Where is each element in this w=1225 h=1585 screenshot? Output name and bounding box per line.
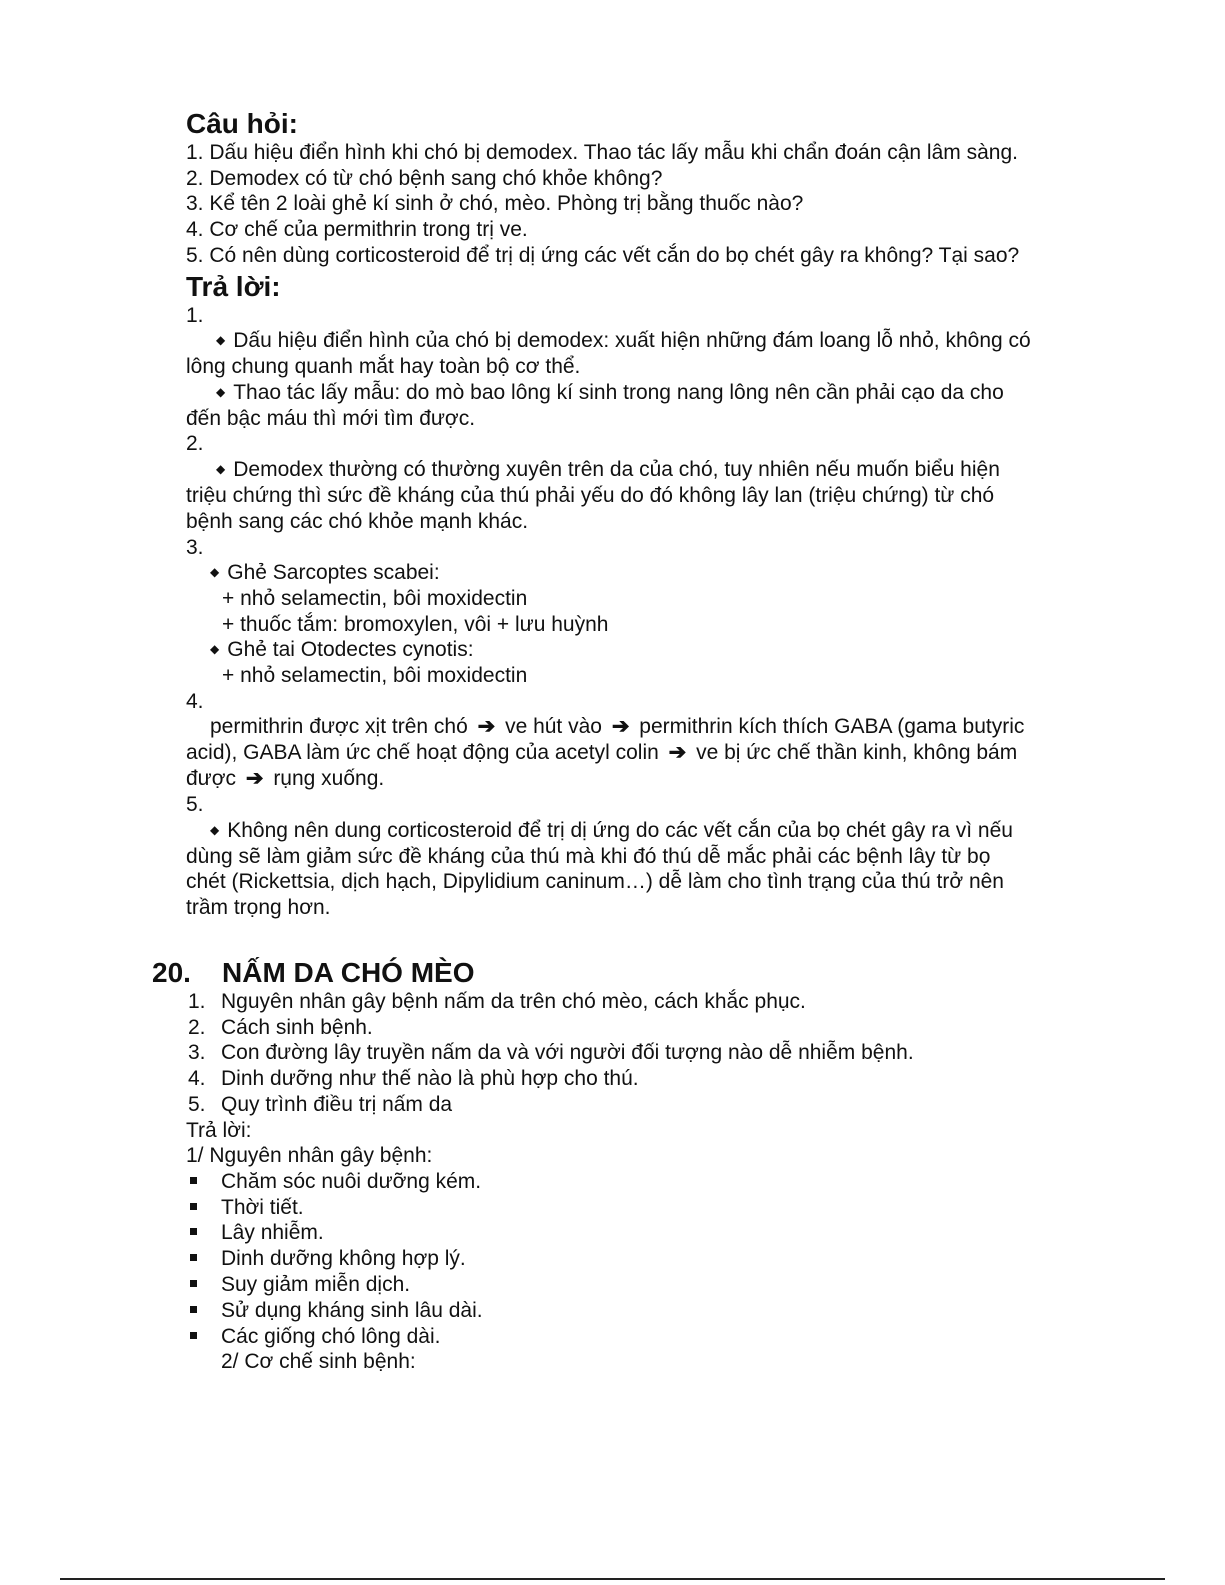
section-question-1: Nguyên nhân gây bệnh nấm da trên chó mèo, cách khắc phục. <box>221 990 806 1013</box>
square-bullet-icon <box>190 1280 197 1287</box>
diamond-bullet-icon: ◆ <box>210 642 220 656</box>
answer-1-bullet-1-cont: lông chung quanh mắt hay toàn bộ cơ thể. <box>186 355 581 378</box>
cause-item <box>190 1169 197 1195</box>
section-question-3: Con đường lây truyền nấm da và với người đối tượng nào dễ nhiễm bệnh. <box>221 1041 914 1064</box>
diamond-bullet-icon: ◆ <box>210 823 220 837</box>
section-question-4-number: 4. <box>188 1067 206 1090</box>
section-title: NẤM DA CHÓ MÈO <box>222 957 475 988</box>
answer-3-mite-1: ◆ Ghẻ Sarcoptes scabei: <box>210 561 440 584</box>
right-arrow-icon: ➔ <box>668 741 687 764</box>
answer-1-bullet-2-cont: đến bậc máu thì mới tìm được. <box>186 407 476 430</box>
section-answer-label: Trả lời: <box>186 1119 252 1142</box>
question-3: 3. Kể tên 2 loài ghẻ kí sinh ở chó, mèo. Phòng trị bằng thuốc nào? <box>186 192 804 215</box>
square-bullet-icon <box>190 1306 197 1313</box>
diamond-bullet-icon: ◆ <box>216 462 226 476</box>
section-question-3-number: 3. <box>188 1041 206 1064</box>
cause-item-text: Suy giảm miễn dịch. <box>221 1273 411 1296</box>
cause-item <box>190 1220 197 1246</box>
square-bullet-icon <box>190 1228 197 1235</box>
answer-3-mite-1-treatment-1: + nhỏ selamectin, bôi moxidectin <box>222 587 528 610</box>
answer-1-bullet-1: ◆ Dấu hiệu điển hình của chó bị demodex: xuất hiện những đám loang lỗ nhỏ, không có <box>216 329 1031 352</box>
question-5: 5. Có nên dùng corticosteroid để trị dị ứng các vết cắn do bọ chét gây ra không? Tại sao? <box>186 244 1020 267</box>
section-question-5: Quy trình điều trị nấm da <box>221 1093 453 1116</box>
answer-4-number: 4. <box>186 690 204 713</box>
answer-3-number: 3. <box>186 536 204 559</box>
answer-2-line-2: triệu chứng thì sức đề kháng của thú phải yếu do đó không lây lan (triệu chứng) từ chó <box>186 484 995 507</box>
answer-2-number: 2. <box>186 432 204 455</box>
questions-heading: Câu hỏi: <box>186 108 298 139</box>
answer-3-mite-1-treatment-2: + thuốc tắm: bromoxylen, vôi + lưu huỳnh <box>222 613 609 636</box>
right-arrow-icon: ➔ <box>477 715 496 738</box>
answer-5-line-1: ◆ Không nên dung corticosteroid để trị dị ứng do các vết cắn của bọ chét gây ra vì nếu <box>210 819 1013 842</box>
cause-item <box>190 1298 197 1324</box>
answer-4-line-1: permithrin được xịt trên chó ➔ ve hút vào ➔ permithrin kích thích GABA (gama butyric <box>210 715 1025 738</box>
section-number: 20. <box>152 957 191 988</box>
answer-5-line-4: trầm trọng hơn. <box>186 896 331 919</box>
cause-item-text: Chăm sóc nuôi dưỡng kém. <box>221 1170 482 1193</box>
cause-item-text: Thời tiết. <box>221 1196 304 1219</box>
answer-2-line-1: ◆ Demodex thường có thường xuyên trên da của chó, tuy nhiên nếu muốn biểu hiện <box>216 458 1000 481</box>
cause-heading: 1/ Nguyên nhân gây bệnh: <box>186 1144 433 1167</box>
answers-heading: Trả lời: <box>186 271 281 302</box>
square-bullet-icon <box>190 1203 197 1210</box>
right-arrow-icon: ➔ <box>245 767 264 790</box>
cause-item-text: Lây nhiễm. <box>221 1221 324 1244</box>
question-2: 2. Demodex có từ chó bệnh sang chó khỏe không? <box>186 167 663 190</box>
section-question-4: Dinh dưỡng như thế nào là phù hợp cho thú. <box>221 1067 639 1090</box>
cause-item <box>190 1272 197 1298</box>
square-bullet-icon <box>190 1177 197 1184</box>
answer-1-bullet-2: ◆ Thao tác lấy mẫu: do mò bao lông kí sinh trong nang lông nên cần phải cạo da cho <box>216 381 1004 404</box>
section-question-1-number: 1. <box>188 990 206 1013</box>
cause-item <box>190 1324 197 1350</box>
diamond-bullet-icon: ◆ <box>216 385 226 399</box>
answer-5-line-3: chét (Rickettsia, dịch hạch, Dipylidium caninum…) dễ làm cho tình trạng của thú trở nên <box>186 870 1004 893</box>
answer-4-line-2: acid), GABA làm ức chế hoạt động của acetyl colin ➔ ve bị ức chế thần kinh, không bám <box>186 741 1018 764</box>
square-bullet-icon <box>190 1332 197 1339</box>
section-question-5-number: 5. <box>188 1093 206 1116</box>
answer-3-mite-2-treatment: + nhỏ selamectin, bôi moxidectin <box>222 664 528 687</box>
cause-item-text: Dinh dưỡng không hợp lý. <box>221 1247 466 1270</box>
square-bullet-icon <box>190 1254 197 1261</box>
question-1: 1. Dấu hiệu điển hình khi chó bị demodex. Thao tác lấy mẫu khi chẩn đoán cận lâm sàng. <box>186 141 1018 164</box>
section-question-2-number: 2. <box>188 1016 206 1039</box>
answer-5-line-2: dùng sẽ làm giảm sức đề kháng của thú mà khi đó thú dễ mắc phải các bệnh lây từ bọ <box>186 845 991 868</box>
answer-3-mite-2: ◆ Ghẻ tai Otodectes cynotis: <box>210 638 474 661</box>
mechanism-heading: 2/ Cơ chế sinh bệnh: <box>221 1350 416 1373</box>
section-question-2: Cách sinh bệnh. <box>221 1016 373 1039</box>
answer-4-line-3: được ➔ rụng xuống. <box>186 767 385 790</box>
cause-item <box>190 1195 197 1221</box>
cause-item-text: Các giống chó lông dài. <box>221 1325 441 1348</box>
cause-item-text: Sử dụng kháng sinh lâu dài. <box>221 1299 483 1322</box>
question-4: 4. Cơ chế của permithrin trong trị ve. <box>186 218 528 241</box>
diamond-bullet-icon: ◆ <box>216 333 226 347</box>
diamond-bullet-icon: ◆ <box>210 565 220 579</box>
page-bottom-rule <box>60 1578 1165 1580</box>
answer-1-number: 1. <box>186 304 204 327</box>
right-arrow-icon: ➔ <box>611 715 630 738</box>
answer-5-number: 5. <box>186 793 204 816</box>
cause-item <box>190 1246 197 1272</box>
answer-2-line-3: bệnh sang các chó khỏe mạnh khác. <box>186 510 529 533</box>
